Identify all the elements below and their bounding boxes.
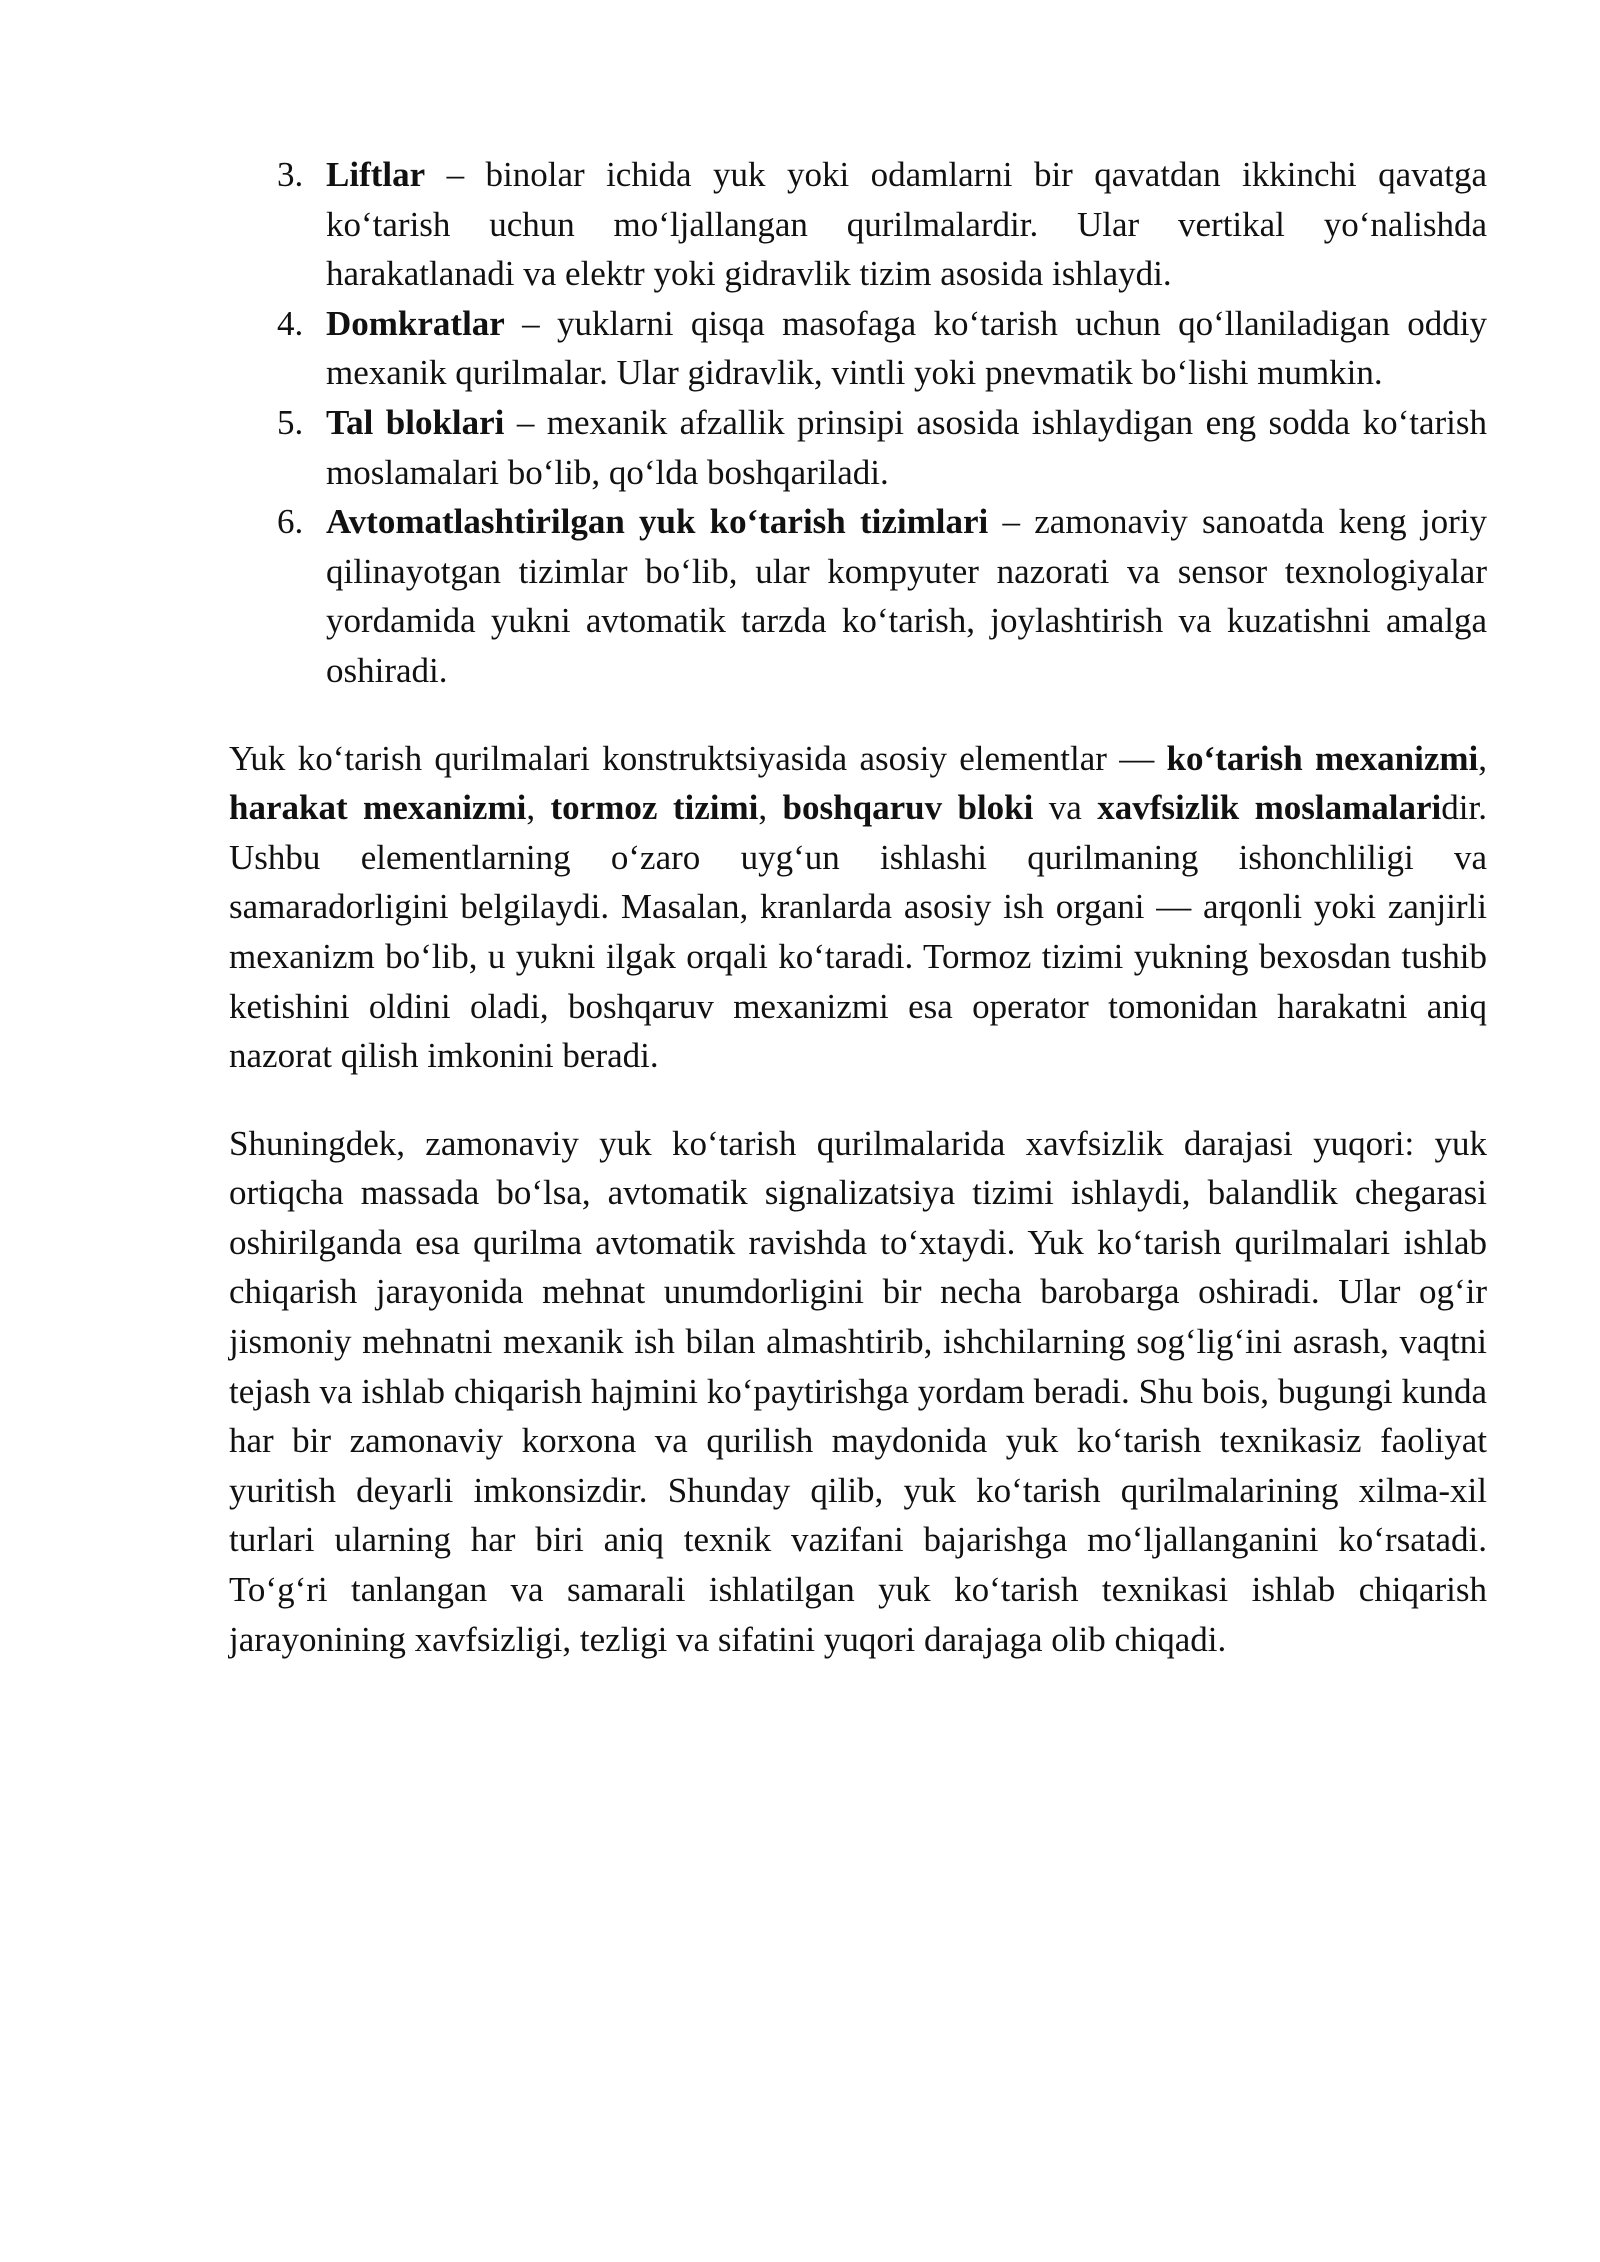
list-item bbox=[229, 150, 1487, 299]
list-item-text: – yuklarni qisqa masofaga ko‘tarish uchun qo‘llaniladigan oddiy mexanik qurilmalar. Ular gidravlik, vintli yoki pnevmatik bo‘lishi mumkin. bbox=[326, 303, 1487, 393]
paragraph-text: , bbox=[526, 788, 551, 828]
list-item-text: – binolar ichida yuk yoki odamlarni bir qavatdan ikkinchi qavatga ko‘tarish uchun mo‘ljallangan qurilmalardir. Ular vertikal yo‘nalishda harakatlanadi va elektr yoki gidravlik tizim asosida ishlaydi. bbox=[326, 155, 1487, 294]
document-body bbox=[229, 150, 1487, 1664]
bold-term: ko‘tarish mexanizmi bbox=[1166, 738, 1479, 778]
paragraph-text: dir. Ushbu elementlarning o‘zaro uyg‘un ishlashi qurilmaning ishonchliligi va samaradorligini belgilaydi. Masalan, kranlarda asosiy ish organi — arqonli yoki zanjirli mexanizm bo‘lib, u yukni ilgak orqali ko‘taradi. Tormoz tizimi yukning bexosdan tushib ketishini oldini oladi, boshqaruv mexanizmi esa operator tomonidan harakatni aniq nazorat qilish imkonini beradi. bbox=[229, 788, 1487, 1076]
list-item-text: – mexanik afzallik prinsipi asosida ishlaydigan eng sodda ko‘tarish moslamalari bo‘lib, qo‘lda boshqariladi. bbox=[326, 402, 1487, 492]
list-item-number: 3. bbox=[277, 155, 304, 194]
bold-term: boshqaruv bloki bbox=[782, 788, 1034, 828]
paragraph-text: , bbox=[1478, 738, 1488, 778]
bold-term: harakat mexanizmi bbox=[229, 788, 527, 828]
list-item-text: – zamonaviy sanoatda keng joriy qilinayotgan tizimlar bo‘lib, ular kompyuter nazorati va sensor texnologiyalar yordamida yukni avtomatik tarzda ko‘tarish, joylashtirish va kuzatishni amalga oshiradi. bbox=[326, 502, 1487, 690]
paragraph-safety: Shuningdek, zamonaviy yuk ko‘tarish qurilmalarida xavfsizlik darajasi yuqori: yuk ortiqcha massada bo‘lsa, avtomatik signalizatsiya tizimi ishlaydi, balandlik chegarasi oshirilganda esa qurilma avtomatik ravishda to‘xtaydi. Yuk ko‘tarish qurilmalari ishlab chiqarish jarayonida mehnat unumdorligini bir necha barobarga oshiradi. Ular og‘ir jismoniy mehnatni mexanik ish bilan almashtirib, ishchilarning sog‘lig‘ini asrash, vaqtni tejash va ishlab chiqarish hajmini ko‘paytirishga yordam beradi. Shu bois, bugungi kunda har bir zamonaviy korxona va qurilish maydonida yuk ko‘tarish texnikasiz faoliyat yuritish deyarli imkonsizdir. Shunday qilib, yuk ko‘tarish qurilmalarining xilma-xil turlari ularning har biri aniq texnik vazifani bajarishga mo‘ljallanganini ko‘rsatadi. To‘g‘ri tanlangan va samarali ishlatilgan yuk ko‘tarish texnikasi ishlab chiqarish jarayonining xavfsizligi, tezligi va sifatini yuqori darajaga olib chiqadi. bbox=[229, 1123, 1487, 1659]
list-item-number: 6. bbox=[277, 502, 304, 542]
list-item-term: Avtomatlashtirilgan yuk ko‘tarish tizimlari bbox=[326, 502, 989, 542]
numbered-list bbox=[229, 150, 1487, 696]
bold-term: tormoz tizimi bbox=[550, 788, 759, 828]
paragraph-text: va bbox=[1033, 788, 1098, 828]
paragraph-text: , bbox=[758, 788, 783, 828]
list-item-term: Domkratlar bbox=[326, 303, 505, 343]
paragraph-elements bbox=[229, 734, 1487, 1081]
list-item-term: Tal bloklari bbox=[326, 402, 505, 442]
list-item-number: 4. bbox=[277, 303, 304, 343]
list-item-number: 5. bbox=[277, 402, 304, 442]
list-item bbox=[229, 299, 1487, 398]
list-item bbox=[229, 398, 1487, 497]
bold-term: xavfsizlik moslamalari bbox=[1097, 788, 1442, 828]
list-item-term: Liftlar bbox=[326, 155, 426, 194]
list-item bbox=[229, 497, 1487, 695]
paragraph-text: Yuk ko‘tarish qurilmalari konstruktsiyasida asosiy elementlar — bbox=[229, 738, 1167, 778]
